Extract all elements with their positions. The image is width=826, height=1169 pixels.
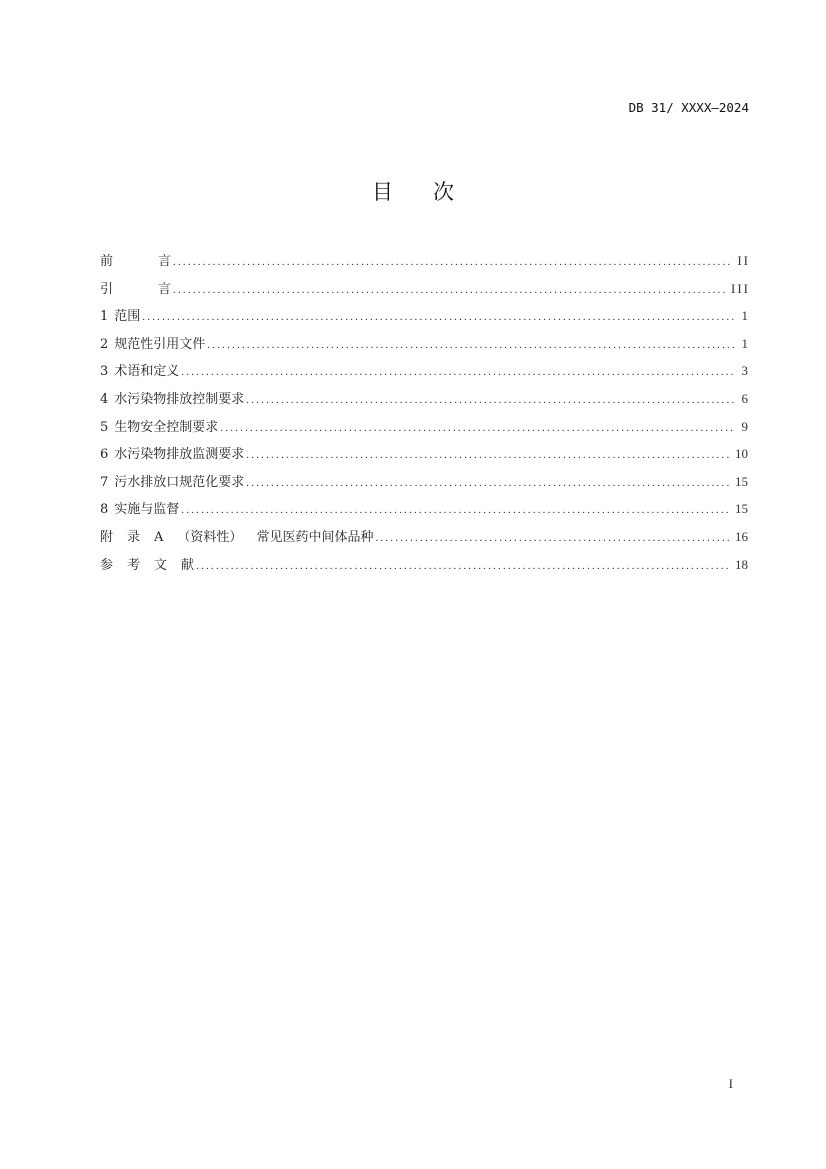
dot-leader (246, 472, 731, 494)
dot-leader (173, 251, 733, 273)
page-title (0, 176, 826, 206)
toc-entry-discharge-monitoring[interactable] (100, 443, 748, 471)
dot-leader (220, 417, 736, 439)
toc-entry-label: 4 水污染物排放控制要求 (100, 391, 245, 407)
toc-entry-label: 2 规范性引用文件 (100, 336, 206, 352)
toc-page-number: 6 (741, 390, 748, 406)
toc-entry-appendix-a[interactable] (100, 526, 748, 554)
toc-entry-introduction[interactable] (100, 278, 748, 306)
toc-entry-label: 参 考 文 献 (100, 557, 195, 573)
dot-leader (246, 444, 731, 466)
dot-leader (196, 555, 731, 577)
toc-page-number: II (737, 253, 750, 268)
toc-page-number: III (731, 280, 750, 296)
table-of-contents (100, 250, 748, 581)
toc-entry-label: 6 水污染物排放监测要求 (100, 447, 245, 463)
page-number-footer: I (728, 1076, 733, 1091)
toc-entry-label: 1 范围 (100, 309, 141, 325)
toc-entry-normative-references[interactable] (100, 333, 748, 361)
toc-entry-discharge-control[interactable] (100, 388, 748, 416)
toc-entry-terms-definitions[interactable] (100, 360, 748, 388)
toc-entry-implementation-supervision[interactable] (100, 498, 748, 526)
standard-code-header: DB 31/ XXXX—2024 (628, 100, 749, 115)
toc-page-number: 9 (741, 418, 748, 434)
toc-entry-label: 8 实施与监督 (100, 502, 180, 518)
toc-entry-label: 前 言 (100, 254, 172, 269)
toc-entry-label: 7 污水排放口规范化要求 (100, 474, 245, 490)
toc-page-number: 16 (735, 528, 748, 544)
toc-entry-foreword[interactable] (100, 250, 748, 278)
title-char-2: 次 (433, 180, 454, 204)
toc-page-number: 10 (735, 446, 748, 462)
dot-leader (207, 334, 736, 356)
toc-page-number: 15 (735, 501, 748, 517)
toc-entry-outfall-standardization[interactable] (100, 471, 748, 499)
toc-page-number: 1 (741, 308, 748, 324)
toc-entry-scope[interactable] (100, 305, 748, 333)
dot-leader (246, 389, 736, 411)
toc-entry-label: 附 录 A （资料性） 常见医药中间体品种 (100, 529, 374, 545)
toc-entry-bibliography[interactable] (100, 554, 748, 582)
toc-entry-label: 5 生物安全控制要求 (100, 419, 219, 435)
dot-leader (142, 306, 736, 328)
toc-page-number: 15 (735, 473, 748, 489)
dot-leader (181, 361, 736, 383)
toc-page-number: 3 (741, 363, 748, 379)
dot-leader (375, 527, 731, 549)
title-char-1: 目 (372, 180, 393, 204)
toc-entry-label: 3 术语和定义 (100, 364, 180, 380)
toc-page-number: 18 (735, 556, 748, 572)
toc-page-number: 1 (741, 335, 748, 351)
dot-leader (173, 279, 727, 301)
dot-leader (181, 499, 731, 521)
toc-entry-biosafety-control[interactable] (100, 416, 748, 444)
toc-entry-label: 引 言 (100, 281, 172, 297)
